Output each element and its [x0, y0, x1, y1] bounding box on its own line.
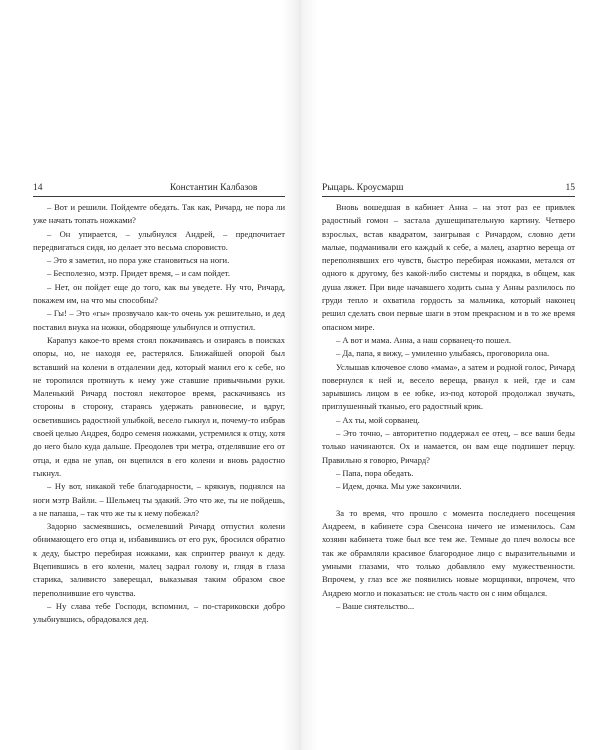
- left-page-header: [33, 181, 285, 197]
- right-page-header: [322, 181, 575, 197]
- paragraph: Услышав ключевое слово «мама», а затем и родной голос, Ричард повернулся к ней и, весело вереща, рванул к ней, где и сам зарывшись лицом в ее юбке, из-под которой продолжал звучать, приглушенный тканью, его радостный крик.: [322, 361, 575, 412]
- paragraph: – Нет, он пойдет еще до того, как вы уведете. Ну что, Ричард, покажем им, на что мы способны?: [33, 281, 285, 306]
- paragraph: – Ну слава тебе Господи, вспомнил, – по-стариковски добро улыбнувшись, обрадовался дед.: [33, 600, 285, 625]
- paragraph: – Идем, дочка. Мы уже закончили.: [336, 481, 462, 492]
- paragraph: – Ну вот, никакой тебе благодарности, – крякнув, поднялся на ноги мэтр Вайли. – Шельмец ты эдакий. Это что же, ты не пойдешь, а не папаша, – так что же ты к нему побежал?: [33, 481, 285, 518]
- running-title: Рыцарь. Кроусмарш: [322, 183, 404, 193]
- left-page-body: [33, 201, 285, 627]
- paragraph: – А вот и мама. Анна, а наш сорванец-то пошел.: [336, 334, 511, 345]
- paragraph: Карапуз какое-то время стоял покачиваясь и озираясь в поисках опоры, но, не находя ее, растерялся. Ближайшей опорой был вставший на колени в отдалении дед, который манил его к себе, но не торопился протянуть к нему уже ставшие привычными руки. Маленький Ричард постоял некоторое время, раскачиваясь из стороны в сторону, стараясь удержать равновесие, и вдруг, осветившись радостной улыбкой, весело гыкнул и, почему-то избрав своей целью Андрея, бодро семеня ножками, устремился к отцу, хотя до него было куда дальше. Преодолев три метра, отделявшие его от отца, и едва не упав, он вцепился в его колени и вновь радостно гыкнул.: [33, 334, 285, 478]
- right-page: [322, 181, 575, 613]
- paragraph: – Да, папа, я вижу, – умиленно улыбаясь, проговорила она.: [336, 348, 550, 359]
- paragraph: За то время, что прошло с момента последнего посещения Андреем, в кабинете сэра Свенсона ничего не изменилось. Сам хозяин кабинета тоже был все тем же. Темные до плеч волосы все так же обрамляли красивое благородное лицо с выразительными и умными глазами, что только добавляло ему мужественности. Впрочем, у глаз все же появились новые морщинки, впрочем, что Андрею могло и показаться: не столь часто он с ним общался.: [322, 507, 575, 598]
- page-number: 15: [565, 183, 575, 193]
- paragraph: – Бесполезно, мэтр. Придет время, – и сам пойдет.: [47, 268, 230, 279]
- paragraph: – Это я заметил, но пора уже становиться на ноги.: [47, 255, 230, 266]
- paragraph: Вновь вошедшая в кабинет Анна – на этот раз ее привлек радостный гомон – застала душещипательную картину. Четверо взрослых, встав квадратом, заигрывая с Ричардом, словно дети малые, подманивали его каждый к себе, а малец, азартно вереща от переполнявших его чувств, быстро перебирая ножками, метался от одного к другому, без какой-либо системы и порядка, в общем, как душа ляжет. При виде начавшего ходить сына у Анны разлилось по груди тепло и охватила гордость за мальчика, который наконец решил сделать свои первые шаги в этом прекрасном и в то же время опасном мире.: [322, 202, 575, 332]
- page-number: 14: [33, 183, 43, 193]
- section-break: [322, 494, 575, 507]
- paragraph: – Ваше сиятельство...: [336, 600, 415, 611]
- running-title: Константин Калбазов: [170, 183, 258, 193]
- paragraph: – Ах ты, мой сорванец.: [336, 414, 420, 425]
- paragraph: – Гы! – Это «гы» прозвучало как-то очень уж решительно, и дед поставил внука на ножки, ободряюще улыбнулся и отпустил.: [33, 308, 285, 332]
- paragraph: – Папа, пора обедать.: [336, 467, 414, 478]
- paragraph: – Это точно, – авторитетно поддержал ее отец, – все ваши беды только начинаются. Ох и намается, он вам еще подпишет перцу. Правильно я говорю, Ричард?: [322, 428, 575, 465]
- paragraph: – Вот и решили. Пойдемте обедать. Так как, Ричард, не пора ли уже начать топать ножками?: [33, 202, 285, 226]
- left-page: [33, 181, 285, 627]
- paragraph: Задорно засмеявшись, осмелевший Ричард отпустил колени обнимающего его отца и, избавившись от его рук, бросился обратно к деду, быстро перебирая ножками, как спринтер рванул к деду. Вцепившись в его колени, малец задрал голову и, глядя в глаза старика, заливисто заверещал, выказывая таким образом свое переполнившие его чувства.: [33, 521, 285, 598]
- right-page-body: [322, 201, 575, 613]
- paragraph: – Он упирается, – улыбнулся Андрей, – предпочитает передвигаться сидя, но делает это весьма споровисто.: [33, 228, 285, 252]
